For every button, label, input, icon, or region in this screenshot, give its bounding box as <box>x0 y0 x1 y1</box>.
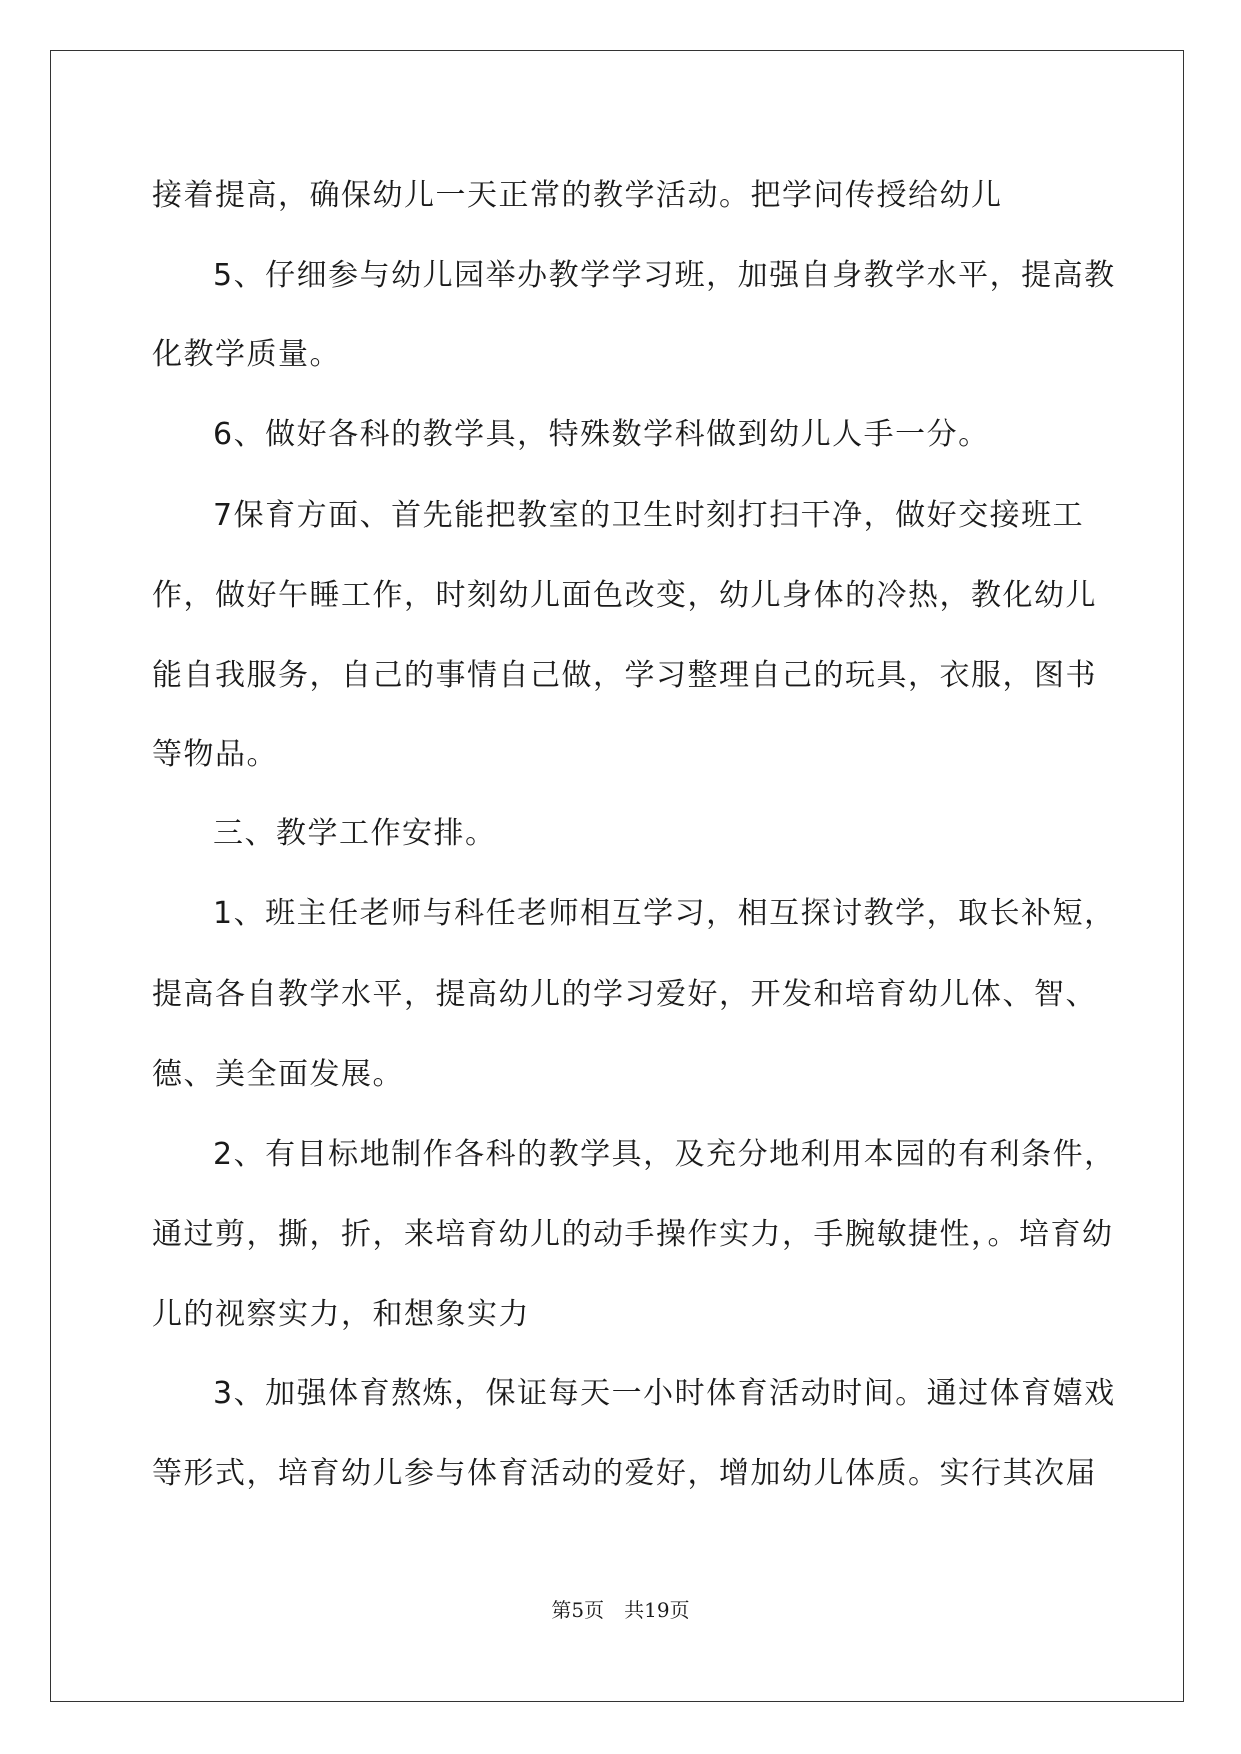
text-line: 7保育方面、首先能把教室的卫生时刻打扫干净，做好交接班工 <box>213 498 1085 533</box>
text-line: 化教学质量。 <box>152 337 341 372</box>
text-line: 儿的视察实力，和想象实力 <box>152 1297 530 1332</box>
text-line: 2、有目标地制作各科的教学具，及充分地利用本园的有利条件， <box>213 1137 1116 1172</box>
text-line: 等物品。 <box>152 737 278 772</box>
text-line: 接着提高，确保幼儿一天正常的教学活动。把学问传授给幼儿 <box>152 178 1003 213</box>
text-line: 6、做好各科的教学具，特殊数学科做到幼儿人手一分。 <box>213 417 990 452</box>
page-footer <box>0 1596 1241 1624</box>
text-line: 能自我服务，自己的事情自己做，学习整理自己的玩具，衣服，图书 <box>152 658 1097 693</box>
text-line: 作，做好午睡工作，时刻幼儿面色改变，幼儿身体的冷热，教化幼儿 <box>152 578 1097 613</box>
page-total: 共19页 <box>624 1598 690 1622</box>
text-line: 通过剪，撕，折，来培育幼儿的动手操作实力，手腕敏捷性，。培育幼 <box>152 1217 1114 1252</box>
text-line: 德、美全面发展。 <box>152 1057 404 1092</box>
page-number: 第5页 <box>551 1598 605 1622</box>
section-heading: 三、教学工作安排。 <box>213 816 497 851</box>
text-line: 等形式，培育幼儿参与体育活动的爱好，增加幼儿体质。实行其次届 <box>152 1456 1097 1491</box>
text-line: 5、仔细参与幼儿园举办教学学习班，加强自身教学水平，提高教 <box>213 258 1116 293</box>
text-line: 1、班主任老师与科任老师相互学习，相互探讨教学，取长补短， <box>213 896 1116 931</box>
text-line: 提高各自教学水平，提高幼儿的学习爱好，开发和培育幼儿体、智、 <box>152 977 1097 1012</box>
text-line: 3、加强体育熬炼，保证每天一小时体育活动时间。通过体育嬉戏 <box>213 1376 1116 1411</box>
